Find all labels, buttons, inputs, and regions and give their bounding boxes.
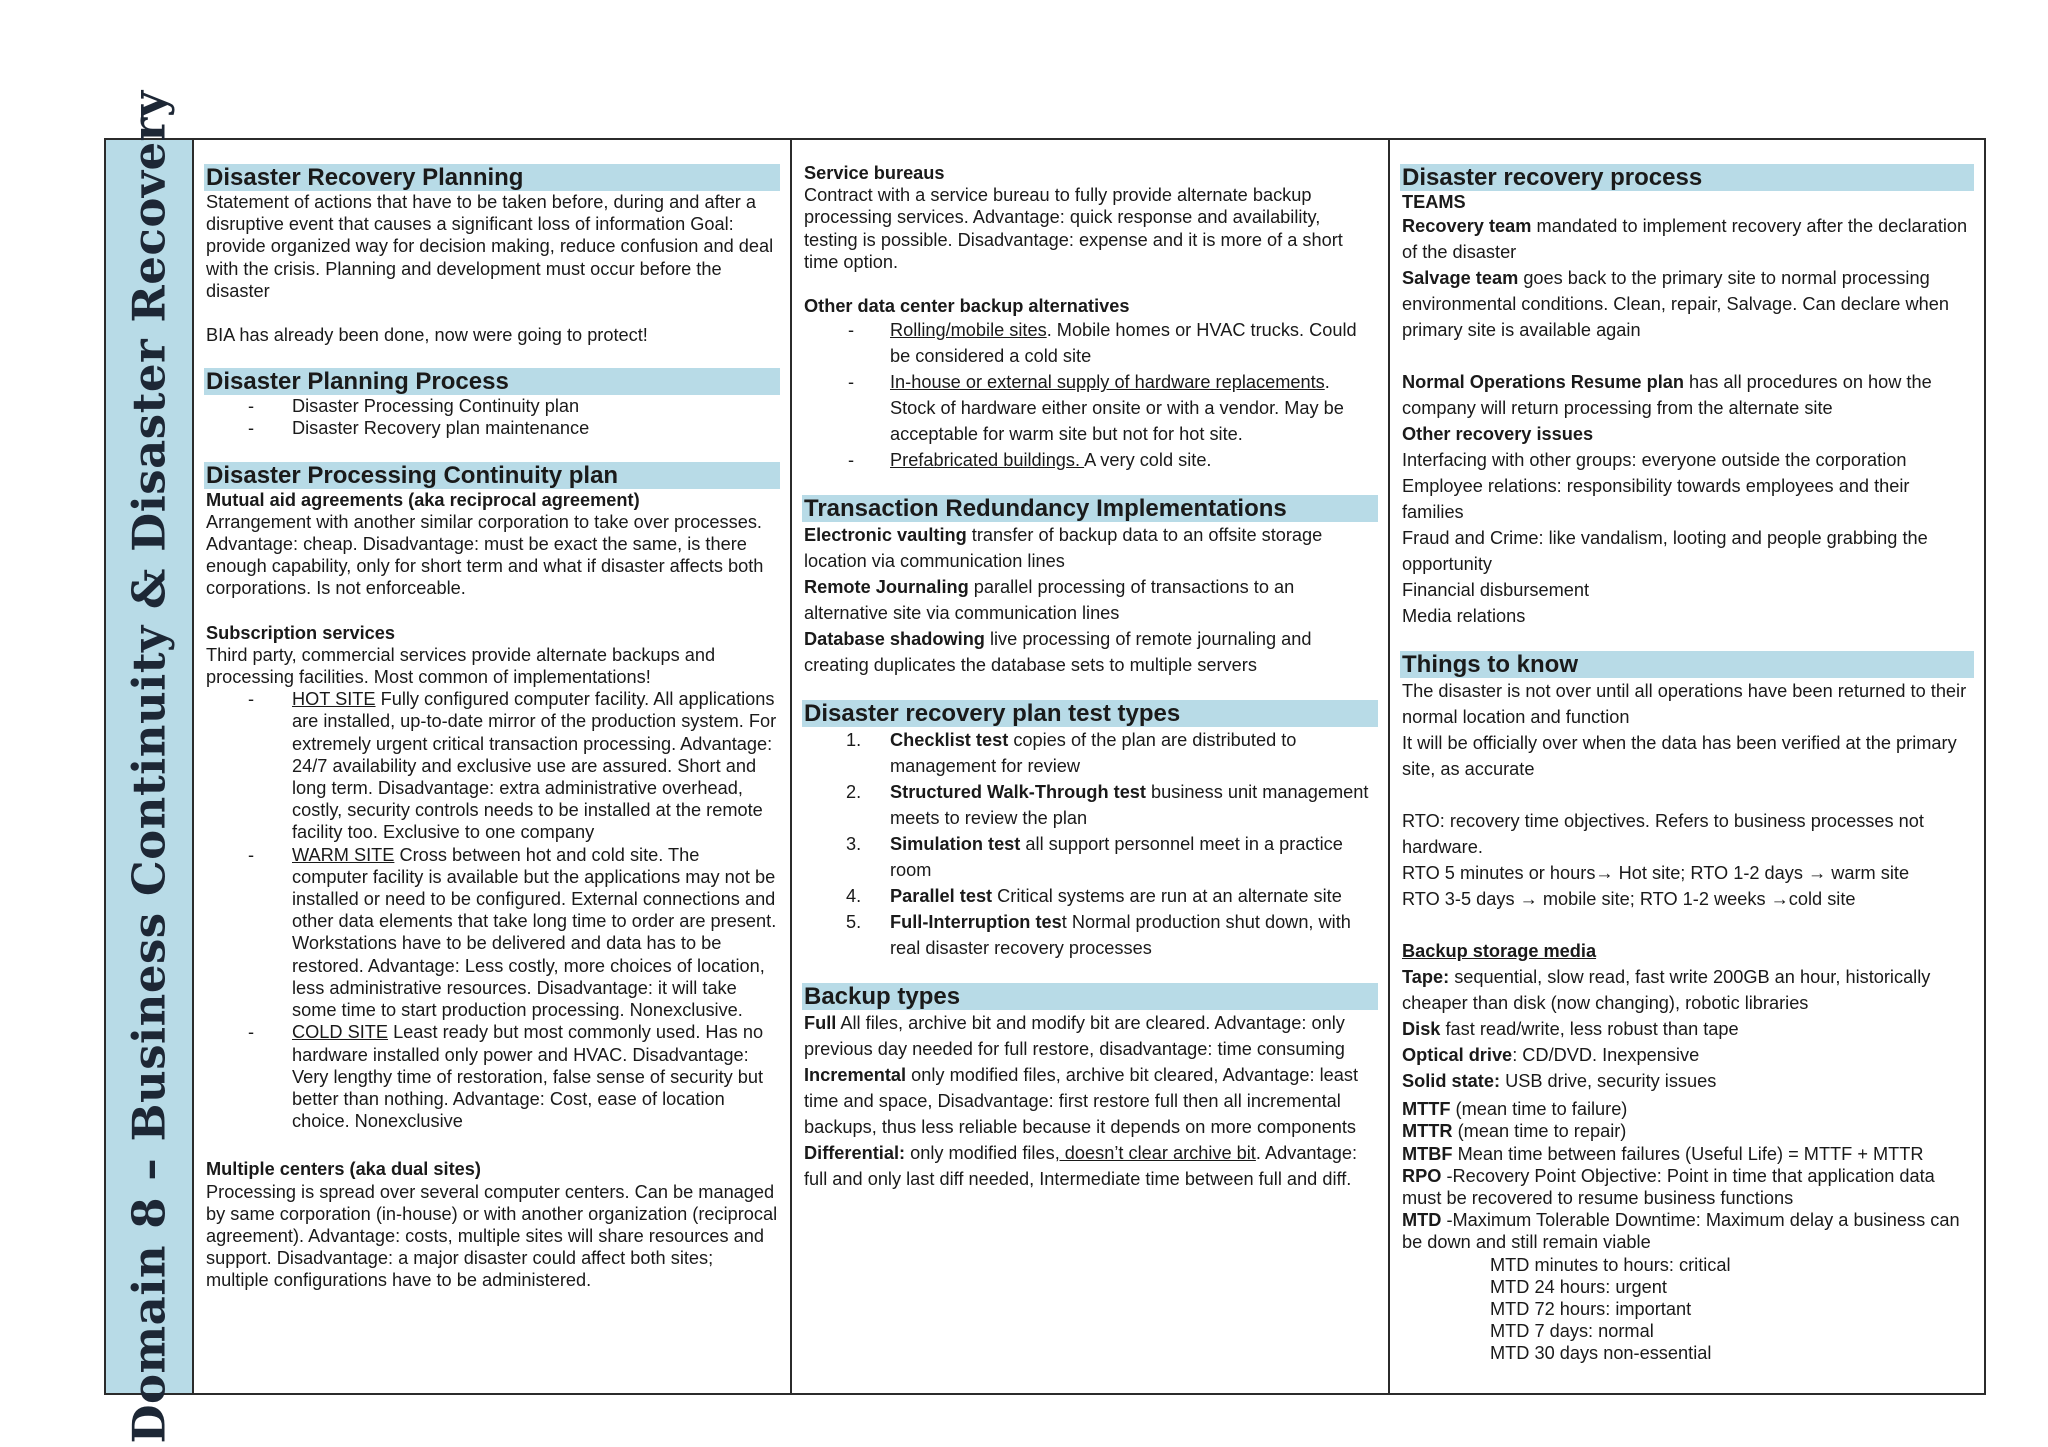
ttk-line: It will be officially over when the data has been verified at the primary site, as accurate	[1402, 733, 1957, 780]
item-term: Solid state:	[1402, 1071, 1501, 1092]
heading-things-to-know: Things to know	[1400, 651, 1974, 678]
multiple-centers-text: Processing is spread over several computer centers. Can be managed by same corporation (in-house) or with another organization (reciprocal agreement). Advantage: costs, multiple sites will share resources and support. Disadvantage: a major disaster could affect both sites; multiple configurations have to be administered.	[206, 1181, 778, 1291]
item-text: . Stock of hardware either onsite or with a vendor. May be acceptable for warm site but not for hot site.	[890, 372, 1344, 445]
item-underlined: , doesn’t clear archive bit	[1054, 1143, 1256, 1164]
item-text: USB drive, security issues	[1500, 1071, 1717, 1092]
issue-item: Interfacing with other groups: everyone outside the corporation	[1402, 450, 1907, 471]
item-text: . Advantage: full and only last diff needed, Intermediate time between full and diff.	[804, 1143, 1357, 1190]
item-text: Mean time between failures (Useful Life) = MTTF + MTTR	[1452, 1143, 1924, 1164]
backup-media-title: Backup storage media	[1402, 941, 1597, 962]
metric-item	[1402, 1143, 1972, 1165]
item-text: live processing of remote journaling and creating duplicates the database sets to multiple servers	[804, 629, 1312, 676]
item-number: 1.	[846, 730, 862, 751]
item-number: 2.	[846, 782, 862, 803]
metric-item	[1402, 1209, 1972, 1253]
metric-item	[1402, 1120, 1972, 1142]
heading-disaster-planning-process: Disaster Planning Process	[204, 368, 780, 395]
column-2	[792, 140, 1390, 1393]
transaction-redundancy-items	[802, 522, 1378, 678]
list-item	[802, 447, 1378, 473]
heading-disaster-recovery-planning: Disaster Recovery Planning	[204, 164, 780, 191]
item-text: fast read/write, less robust than tape	[1440, 1019, 1739, 1040]
subscription-text: Third party, commercial services provide alternate backups and processing facilities. Most common of implementations!	[206, 644, 716, 688]
mtd-level: MTD 30 days non-essential	[1490, 1343, 1712, 1364]
mutual-aid-text: Arrangement with another similar corporation to take over processes. Advantage: cheap. Disadvantage: must be exact the same, is there enough capability, only for short term and what if disaster affects both corporations. Is not enforceable.	[206, 511, 764, 599]
heading-backup-types: Backup types	[802, 983, 1378, 1010]
item-number: 5.	[846, 912, 862, 933]
issue-item: Employee relations: responsibility towards employees and their families	[1402, 476, 1910, 523]
item-text: A very cold site.	[1084, 450, 1212, 471]
site-description: Cross between hot and cold site. The computer facility is available but the applications may not be installed or need to be configured. External connections and other data elements that take long time to order are present. Workstations have to be delivered and data has to be restored. Advantage: Less costly, more choices of location, less administrative resources. Disadvantage: it will take some time to start production processing. Nonexclusive.	[292, 844, 777, 1021]
planning-process-list	[204, 395, 780, 439]
media-item	[1402, 1042, 1972, 1068]
item-term: MTBF	[1402, 1143, 1453, 1164]
item-term: MTTF	[1402, 1099, 1451, 1120]
item-term: Differential:	[804, 1143, 906, 1164]
site-warm	[204, 844, 780, 1022]
site-description: Least ready but most commonly used. Has no hardware installed only power and HVAC. Disadvantage: Very lengthy time of restoration, false sense of security but better than nothing. Advantage: Cost, ease of location choice. Nonexclusive	[292, 1022, 764, 1132]
column-3	[1390, 140, 1984, 1393]
media-item	[1402, 1068, 1972, 1094]
item-term: MTD	[1402, 1210, 1442, 1231]
item-term: Salvage team	[1402, 268, 1519, 289]
test-types-list	[802, 727, 1378, 961]
heading-disaster-processing-continuity-plan: Disaster Processing Continuity plan	[204, 462, 780, 489]
backup-differential	[804, 1140, 1376, 1192]
list-item	[802, 883, 1378, 909]
item-term: Optical drive	[1402, 1045, 1513, 1066]
item-term: Electronic vaulting	[804, 525, 967, 546]
media-item	[1402, 964, 1972, 1016]
list-item	[802, 831, 1378, 883]
metric-item	[1402, 1098, 1972, 1120]
multiple-centers-title: Multiple centers (aka dual sites)	[206, 1159, 481, 1180]
other-alternatives-title: Other data center backup alternatives	[804, 296, 1130, 317]
item-number: 3.	[846, 834, 862, 855]
ttk-line: The disaster is not over until all operations have been returned to their normal location and function	[1402, 681, 1967, 728]
site-name: HOT SITE	[292, 689, 376, 710]
site-cold	[204, 1021, 780, 1132]
item-term: RPO	[1402, 1165, 1442, 1186]
issue-item: Financial disbursement	[1402, 580, 1590, 601]
item-term: Disk	[1402, 1019, 1441, 1040]
item-term: Checklist test	[890, 730, 1009, 751]
item-term: Parallel test	[890, 886, 993, 907]
recovery-team	[1402, 213, 1972, 265]
item-text: has all procedures on how the company will return processing from the alternate site	[1402, 372, 1932, 419]
teams-items	[1400, 213, 1974, 629]
item-text: parallel processing of transactions to an alternative site via communication lines	[804, 577, 1295, 624]
list-item	[804, 522, 1376, 574]
teams-label: TEAMS	[1402, 192, 1466, 212]
item-text: : CD/DVD. Inexpensive	[1512, 1045, 1700, 1066]
item-number: 4.	[846, 886, 862, 907]
list-item: - Disaster Recovery plan maintenance	[204, 417, 780, 439]
item-term: Incremental	[804, 1065, 907, 1086]
item-term: Database shadowing	[804, 629, 985, 650]
item-text: all support personnel meet in a practice room	[890, 834, 1343, 881]
item-text: All files, archive bit and modify bit are cleared. Advantage: only previous day needed for full restore, disadvantage: time consuming	[804, 1013, 1345, 1060]
list-item	[804, 574, 1376, 626]
list-item	[804, 626, 1376, 678]
item-term: Recovery team	[1402, 216, 1532, 237]
backup-incremental	[804, 1062, 1376, 1140]
service-bureaus-title: Service bureaus	[804, 163, 945, 183]
item-term: Tape:	[1402, 967, 1450, 988]
other-recovery-issues-title: Other recovery issues	[1402, 424, 1594, 445]
item-text: copies of the plan are distributed to management for review	[890, 730, 1297, 777]
normal-operations-plan	[1402, 369, 1972, 421]
item-text: Critical systems are run at an alternate site	[992, 886, 1342, 907]
issue-item: Fraud and Crime: like vandalism, looting and people grabbing the opportunity	[1402, 528, 1928, 575]
mtd-level: MTD 24 hours: urgent	[1490, 1276, 1667, 1297]
item-term: Prefabricated buildings.	[890, 450, 1085, 471]
salvage-team	[1402, 265, 1972, 343]
backup-full	[804, 1010, 1376, 1062]
mtd-level: MTD 72 hours: important	[1490, 1299, 1692, 1320]
item-text: -Recovery Point Objective: Point in time that application data must be recovered to resume business functions	[1402, 1165, 1935, 1209]
metrics-items	[1400, 1098, 1974, 1364]
other-alternatives-list	[802, 317, 1378, 473]
column-1	[194, 140, 792, 1393]
issue-item: Media relations	[1402, 606, 1526, 627]
list-item: - Disaster Processing Continuity plan	[204, 395, 780, 417]
heading-test-types: Disaster recovery plan test types	[802, 700, 1378, 727]
item-text: (mean time to failure)	[1450, 1099, 1628, 1120]
heading-transaction-redundancy: Transaction Redundancy Implementations	[802, 495, 1378, 522]
item-term: Full-Interruption tes	[890, 912, 1062, 933]
subscription-title: Subscription services	[206, 622, 396, 643]
mtd-level: MTD 7 days: normal	[1490, 1321, 1654, 1342]
site-name: COLD SITE	[292, 1022, 389, 1043]
domain-spine	[106, 90, 194, 1443]
item-term: Normal Operations Resume plan	[1402, 372, 1684, 393]
item-text: (mean time to repair)	[1452, 1121, 1627, 1142]
item-term: Structured Walk-Through test	[890, 782, 1146, 803]
list-item	[802, 317, 1378, 369]
item-text: only modified files, archive bit cleared, Advantage: least time and space, Disadvantage: first restore full then all incremental backups, thus less reliable because it depends on more components	[804, 1065, 1359, 1138]
site-description: Fully configured computer facility. All applications are installed, up-to-date mirror of the production system. For extremely urgent critical transaction processing. Advantage: 24/7 availability and exclusive use are assured. Short and long term. Disadvantage: extra administrative overhead, costly, security controls needs to be installed at the remote facility too. Exclusive to one company	[292, 689, 777, 843]
domain-title: Domain 8 – Business Continuity & Disaster Recovery	[122, 90, 176, 1443]
item-text: business unit management meets to review the plan	[890, 782, 1369, 829]
item-term: Remote Journaling	[804, 577, 969, 598]
item-term: Rolling/mobile sites	[890, 320, 1047, 341]
list-item	[802, 369, 1378, 447]
bia-note: BIA has already been done, now were going to protect!	[206, 325, 648, 346]
list-item	[802, 909, 1378, 961]
things-to-know-items	[1400, 678, 1974, 1094]
drp-description: Statement of actions that have to be taken before, during and after a disruptive event that causes a significant loss of information Goal: provide organized way for decision making, reduce confusion and deal with the crisis. Planning and development must occur before the disaster	[206, 192, 774, 301]
item-text: -Maximum Tolerable Downtime: Maximum delay a business can be down and still remain viable	[1402, 1210, 1960, 1253]
rto-line: RTO 5 minutes or hours→ Hot site; RTO 1-2 days → warm site	[1402, 863, 1910, 884]
item-text: t Normal production shut down, with real disaster recovery processes	[890, 912, 1351, 959]
item-text: mandated to implement recovery after the declaration of the disaster	[1402, 216, 1968, 263]
rto-line: RTO: recovery time objectives. Refers to business processes not hardware.	[1402, 811, 1924, 858]
item-text: transfer of backup data to an offsite storage location via communication lines	[804, 525, 1323, 572]
mtd-level: MTD minutes to hours: critical	[1490, 1254, 1731, 1275]
item-text: only modified files	[905, 1143, 1055, 1164]
heading-disaster-recovery-process: Disaster recovery process	[1400, 164, 1974, 191]
metric-item	[1402, 1165, 1972, 1209]
media-item	[1402, 1016, 1972, 1042]
site-name: WARM SITE	[292, 844, 395, 865]
mutual-aid-title: Mutual aid agreements (aka reciprocal agreement)	[206, 489, 640, 510]
list-item	[802, 779, 1378, 831]
rto-line: RTO 3-5 days → mobile site; RTO 1-2 weeks →cold site	[1402, 889, 1856, 910]
item-term: Full	[804, 1013, 837, 1034]
service-bureaus-text: Contract with a service bureau to fully provide alternate backup processing services. Advantage: quick response and availability, testing is possible. Disadvantage: expense and it is more of a short time option.	[804, 185, 1343, 272]
item-text: goes back to the primary site to normal processing environmental conditions. Clean, repair, Salvage. Can declare when primary site is available again	[1402, 268, 1949, 341]
item-term: MTTR	[1402, 1121, 1453, 1142]
site-types-list	[204, 688, 780, 1132]
item-term: Simulation test	[890, 834, 1021, 855]
item-term: In-house or external supply of hardware replacements	[890, 372, 1325, 393]
list-item	[802, 727, 1378, 779]
backup-types-items	[802, 1010, 1378, 1192]
item-text: . Mobile homes or HVAC trucks. Could be considered a cold site	[890, 320, 1357, 367]
cheat-sheet	[104, 90, 1986, 1443]
site-hot	[204, 688, 780, 843]
item-text: sequential, slow read, fast write 200GB an hour, historically cheaper than disk (now changing), robotic libraries	[1402, 967, 1931, 1014]
